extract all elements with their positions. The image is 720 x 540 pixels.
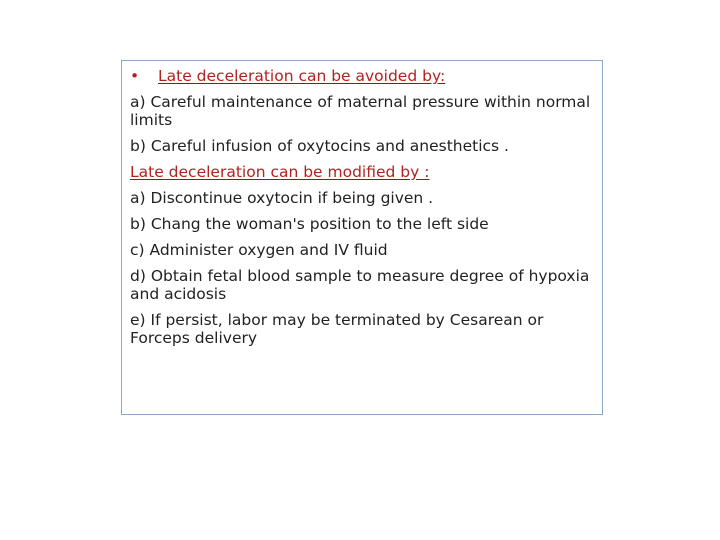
heading-avoided-text: Late deceleration can be avoided by: (158, 67, 446, 85)
modify-item-b: b) Chang the woman's position to the left side (130, 215, 489, 233)
heading-avoided (130, 67, 594, 85)
modify-item-d: d) Obtain fetal blood sample to measure degree of hypoxia and acidosis (130, 267, 590, 303)
heading-modified (130, 163, 594, 181)
heading-modified-text: Late deceleration can be modified by : (130, 163, 430, 181)
avoid-item-a: a) Careful maintenance of maternal pressure within normal limits (130, 93, 591, 129)
avoid-item-b: b) Careful infusion of oxytocins and anesthetics . (130, 137, 509, 155)
bullet-icon: • (130, 67, 140, 85)
modify-item-e: e) If persist, labor may be terminated by Cesarean or Forceps delivery (130, 311, 544, 347)
modify-item-a: a) Discontinue oxytocin if being given . (130, 189, 434, 207)
modify-item-c: c) Administer oxygen and IV fluid (130, 241, 388, 259)
content-text-box (121, 60, 603, 415)
